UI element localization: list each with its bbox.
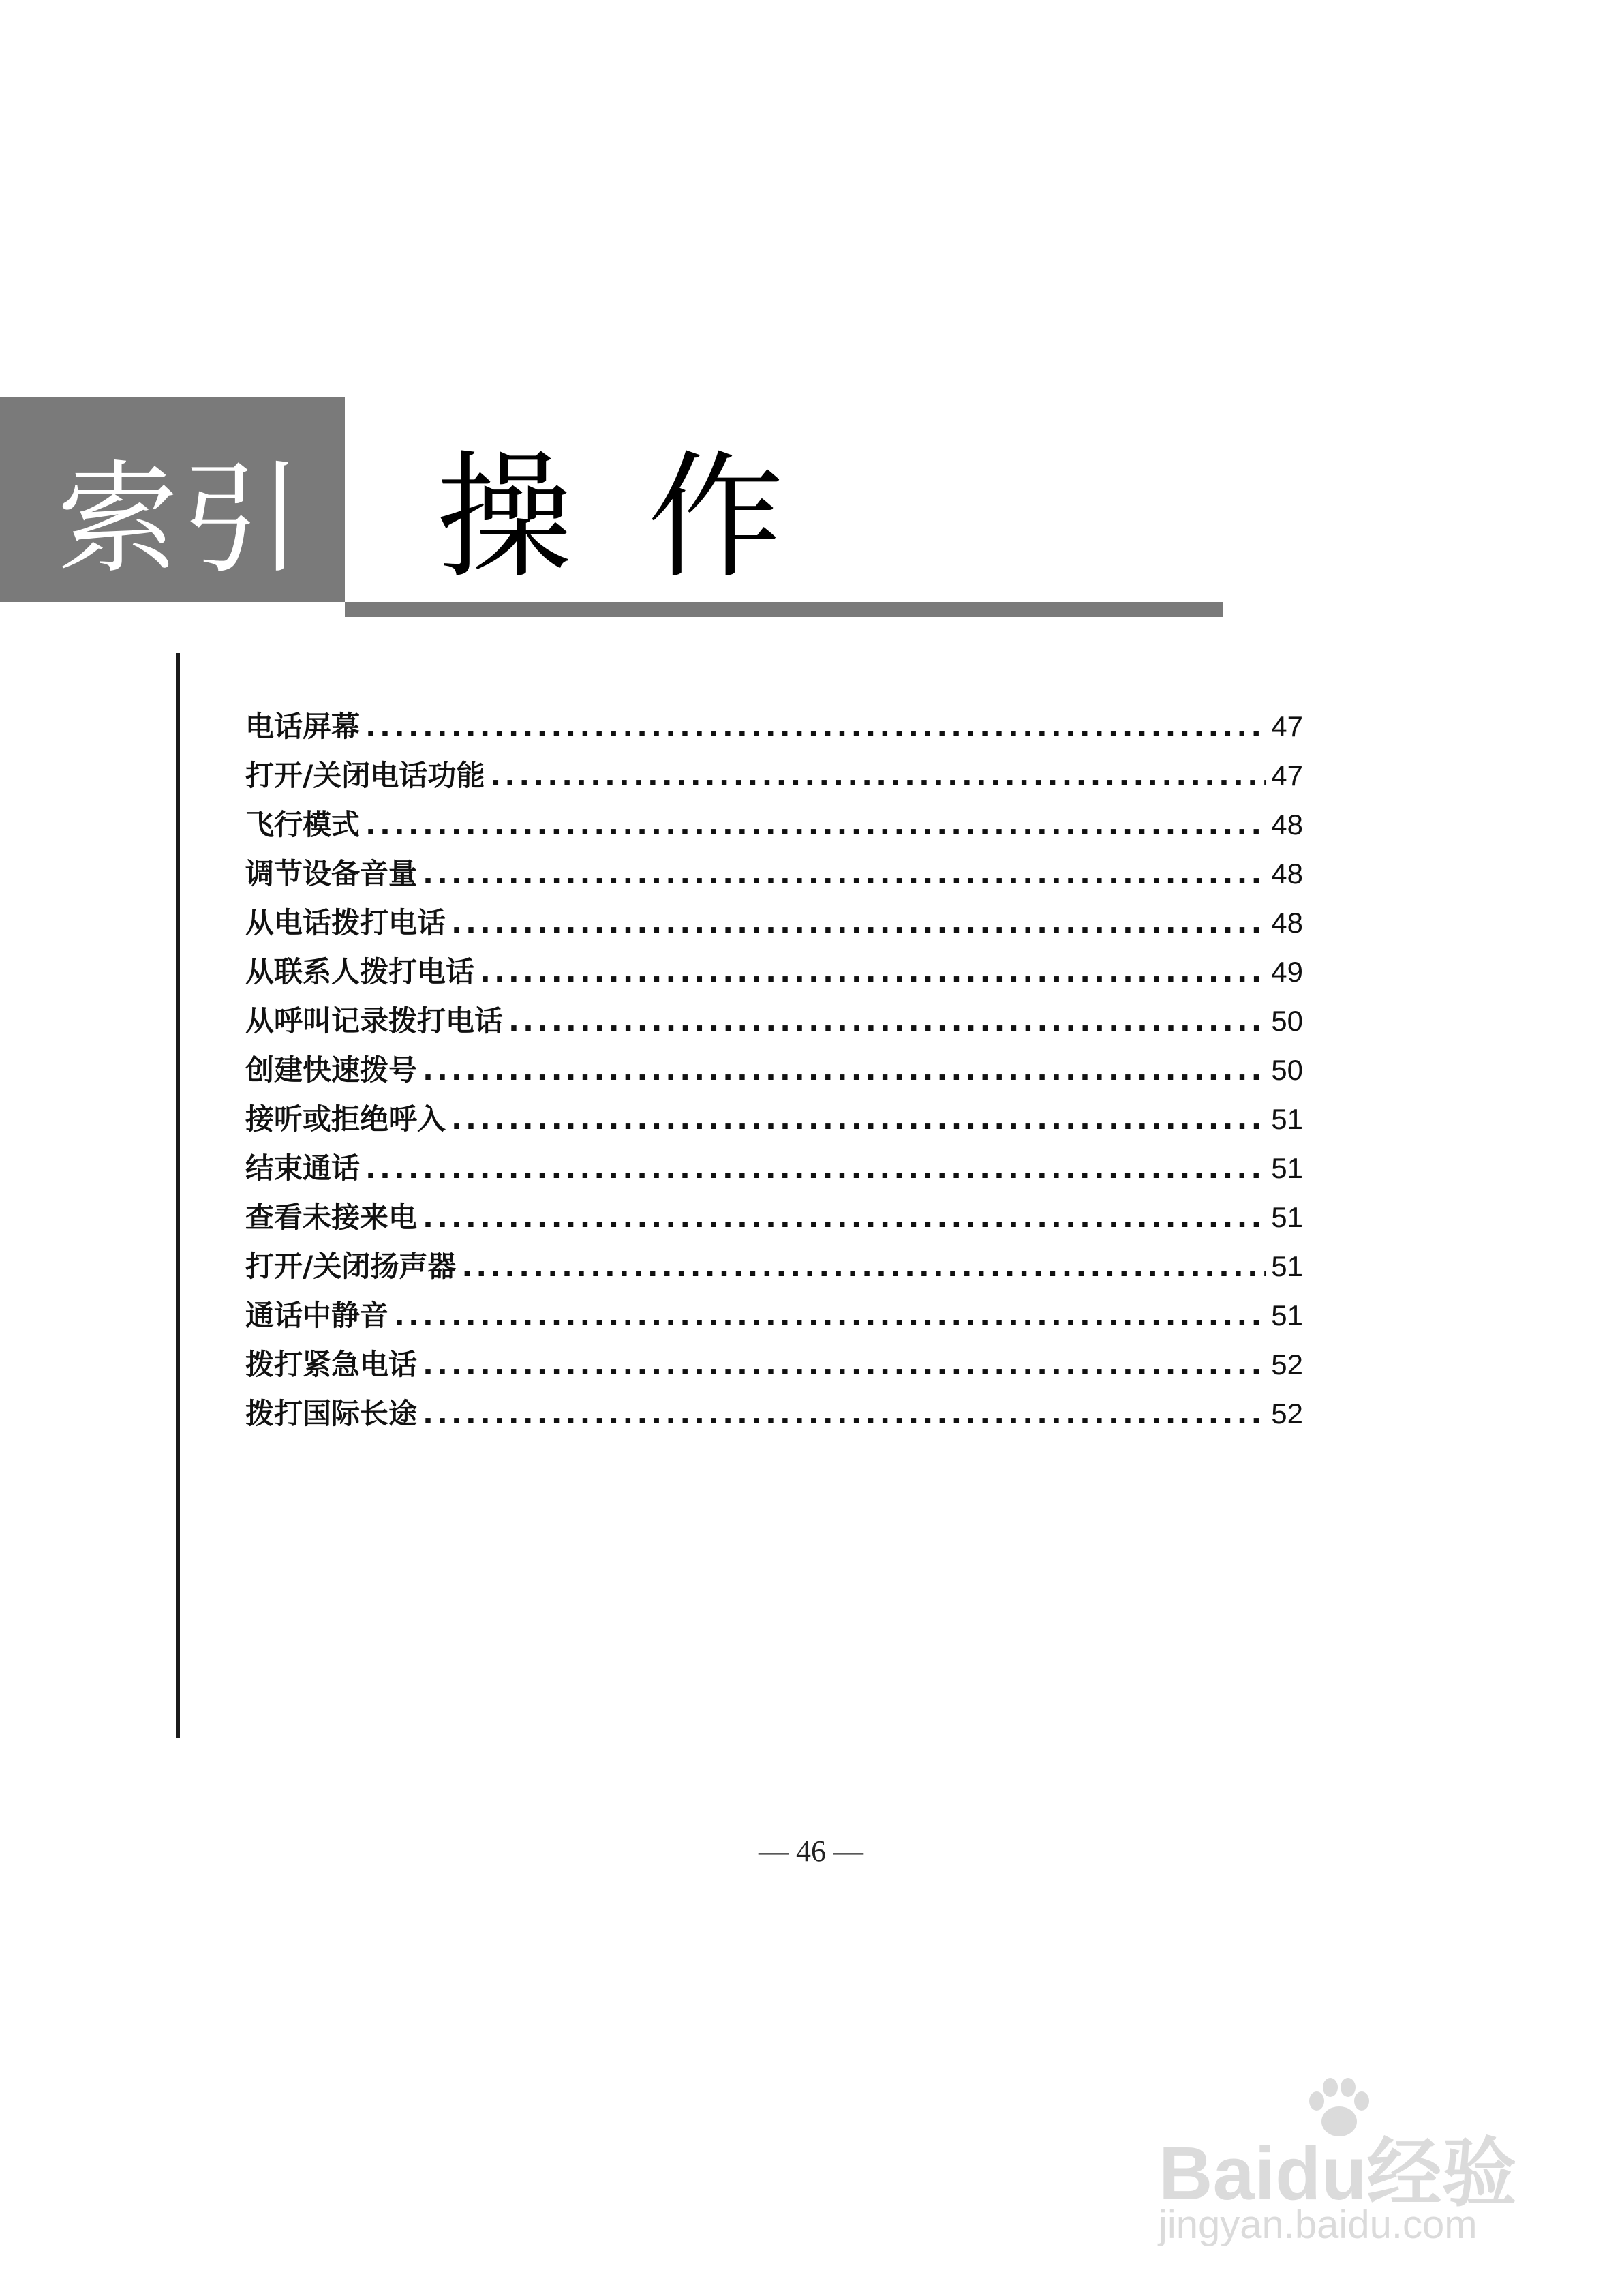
toc-item-title: 从联系人拨打电话 (245, 955, 475, 988)
toc-item-page: 47 (1271, 710, 1303, 742)
toc-item-title: 创建快速拨号 (245, 1053, 418, 1087)
toc-item-page: 48 (1271, 858, 1303, 890)
toc-item-page: 50 (1271, 1005, 1303, 1037)
toc-item-title: 拨打国际长途 (245, 1397, 418, 1430)
toc-leader-dots (451, 1095, 1266, 1144)
toc-item-page: 51 (1271, 1152, 1303, 1184)
toc-leader-dots (423, 1340, 1266, 1389)
toc-item-title: 打开/关闭扬声器 (245, 1250, 457, 1283)
header-rule (345, 602, 1223, 617)
toc-item[interactable] (245, 898, 1303, 948)
toc-item-title: 调节设备音量 (245, 857, 418, 890)
toc-item[interactable] (245, 1291, 1303, 1340)
toc-item-page: 50 (1271, 1054, 1303, 1086)
toc-item-title: 从电话拨打电话 (245, 906, 446, 939)
toc-item-title: 电话屏幕 (245, 710, 361, 743)
toc-leader-dots (508, 997, 1266, 1046)
toc-item-title: 从呼叫记录拨打电话 (245, 1004, 504, 1038)
toc-leader-dots (423, 1389, 1266, 1438)
toc-item-title: 结束通话 (245, 1151, 361, 1185)
toc-item-title: 飞行模式 (245, 808, 361, 841)
toc-item-page: 48 (1271, 907, 1303, 939)
toc-item-page: 51 (1271, 1250, 1303, 1282)
toc-item-page: 47 (1271, 759, 1303, 791)
toc-leader-dots (423, 849, 1266, 898)
toc-item[interactable] (245, 800, 1303, 849)
toc-item[interactable] (245, 751, 1303, 800)
toc-item[interactable] (245, 1144, 1303, 1193)
toc-item[interactable] (245, 1340, 1303, 1389)
toc-leader-dots (365, 702, 1266, 751)
section-title: 操作 (436, 438, 859, 597)
toc-item[interactable] (245, 1095, 1303, 1144)
toc-item[interactable] (245, 1193, 1303, 1242)
toc-item-page: 52 (1271, 1398, 1303, 1430)
toc-item-page: 51 (1271, 1103, 1303, 1135)
toc-item[interactable] (245, 1046, 1303, 1095)
toc-leader-dots (490, 751, 1266, 800)
toc-item-title: 打开/关闭电话功能 (245, 759, 485, 792)
toc-item[interactable] (245, 849, 1303, 898)
toc-item[interactable] (245, 702, 1303, 751)
toc-leader-dots (394, 1291, 1266, 1340)
toc-leader-dots (365, 1144, 1266, 1193)
toc-item[interactable] (245, 1389, 1303, 1438)
toc-list (245, 702, 1303, 1438)
toc-item-title: 拨打紧急电话 (245, 1348, 418, 1381)
toc-leader-dots (423, 1046, 1266, 1095)
toc-item-page: 49 (1271, 956, 1303, 988)
watermark-url: jingyan.baidu.com (1159, 2203, 1478, 2247)
toc-item-page: 48 (1271, 809, 1303, 841)
toc-item-title: 接听或拒绝呼入 (245, 1102, 446, 1136)
watermark-logo-text: Baidu经验 (1159, 2132, 1517, 2216)
baidu-watermark (1159, 2072, 1540, 2250)
toc-item[interactable] (245, 997, 1303, 1046)
toc-leader-dots (480, 948, 1266, 997)
toc-item-page: 51 (1271, 1299, 1303, 1331)
toc-item[interactable] (245, 1242, 1303, 1291)
toc-leader-dots (365, 800, 1266, 849)
toc-item-title: 查看未接来电 (245, 1200, 418, 1234)
toc-item-page: 52 (1271, 1348, 1303, 1380)
toc-item-page: 51 (1271, 1201, 1303, 1233)
side-rule (176, 653, 180, 1738)
toc-leader-dots (451, 898, 1266, 948)
toc-item[interactable] (245, 948, 1303, 997)
toc-item-title: 通话中静音 (245, 1299, 389, 1332)
toc-leader-dots (423, 1193, 1266, 1242)
toc-leader-dots (461, 1242, 1266, 1291)
page-number: — 46 — (759, 1834, 863, 1868)
index-tab-label: 索引 (57, 449, 305, 590)
